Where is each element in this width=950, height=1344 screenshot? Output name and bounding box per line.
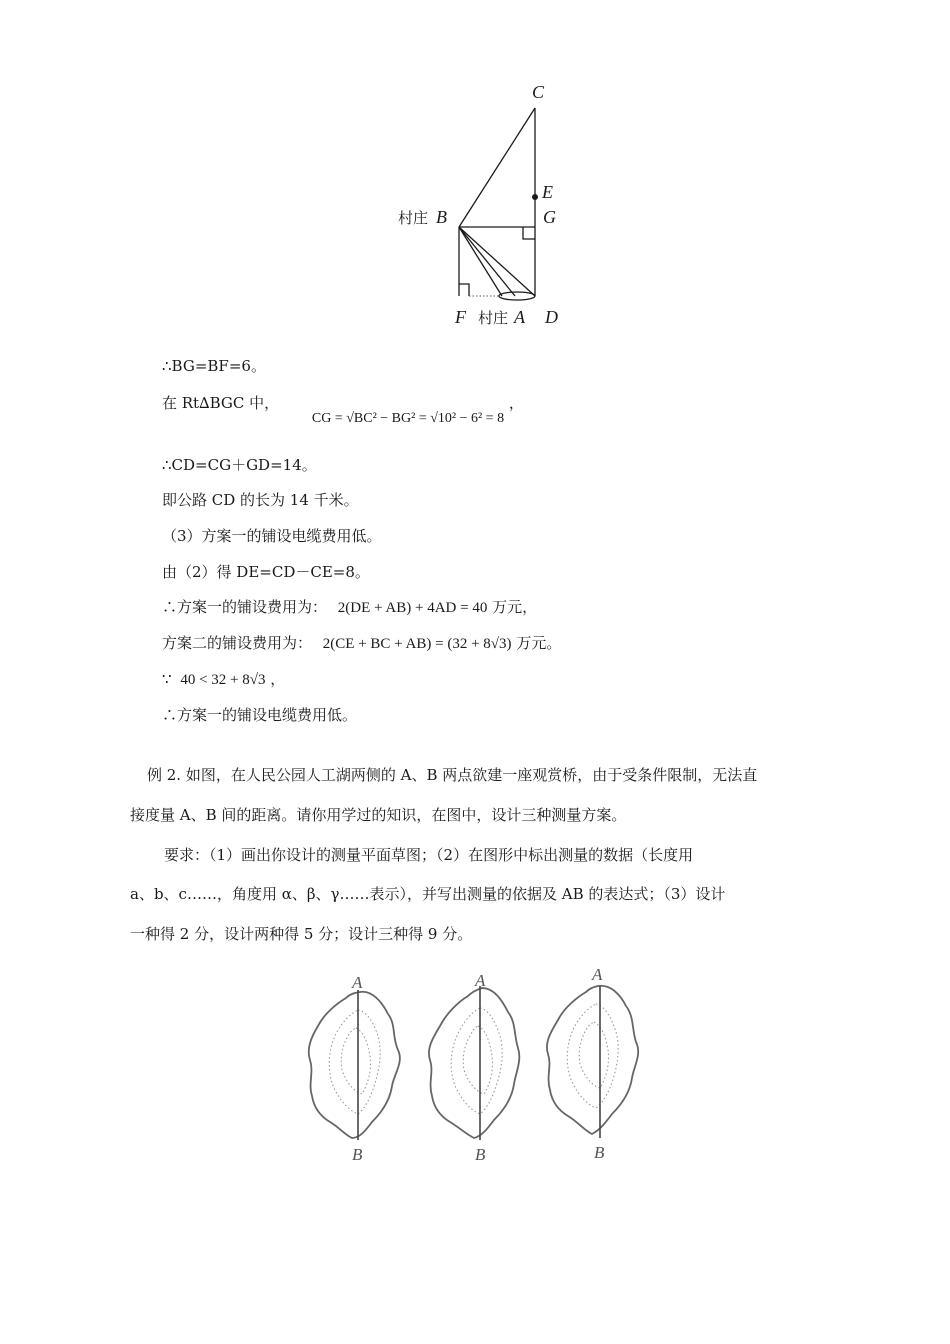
segment-ba-1: [459, 227, 515, 296]
label-b: B: [436, 207, 447, 227]
lake-ellipse-a: [499, 292, 535, 300]
lake-3-label-a: A: [592, 965, 603, 984]
right-angle-g: [523, 227, 535, 239]
segment-ba-3: [459, 227, 502, 296]
solution-line-9: [162, 669, 285, 690]
lake-3: [540, 962, 650, 1167]
geometry-diagram: [390, 75, 590, 335]
example2-p1-line2: 接度量 A、B 间的距离。请你用学过的知识，在图中，设计三种测量方案。: [130, 806, 627, 824]
solution-line-4: 即公路 CD 的长为 14 千米。: [162, 491, 359, 509]
lake-2-label-b: B: [475, 1145, 486, 1164]
line-2-prefix: 在 Rt∆BGC 中，: [162, 394, 280, 412]
line-2-suffix: ，: [508, 394, 524, 412]
example2-p1-line1: 例 2. 如图，在人民公园人工湖两侧的 A、B 两点欲建一座观赏桥，由于受条件限制，无法直: [147, 766, 758, 784]
lake-1: [300, 962, 410, 1167]
line-7-suffix: 万元，: [492, 598, 538, 616]
example2-p2-line3: 一种得 2 分，设计两种得 5 分；设计三种得 9 分。: [130, 925, 473, 943]
lake-1-label-a: A: [352, 973, 363, 992]
label-c: C: [532, 82, 545, 102]
segment-bc: [459, 108, 535, 227]
line-9-prefix: ∵: [162, 670, 172, 688]
label-village-b: 村庄: [398, 209, 429, 227]
formula-plan-one: 2(DE + AB) + 4AD = 40: [337, 600, 488, 616]
line-9-suffix: ，: [270, 670, 286, 688]
geometry-figure: [390, 75, 590, 335]
point-e: [532, 194, 538, 200]
lake-2: [420, 962, 530, 1167]
solution-line-1: ∴BG=BF=6。: [162, 357, 266, 375]
lake-3-shape: [540, 962, 650, 1167]
lake-2-label-a: A: [475, 971, 486, 990]
line-7-prefix: ∴方案一的铺设费用为：: [162, 598, 328, 616]
solution-line-5: （3）方案一的铺设电缆费用低。: [162, 527, 382, 545]
line-8-prefix: 方案二的铺设费用为：: [162, 634, 313, 652]
lake-3-label-b: B: [594, 1143, 605, 1162]
label-d: D: [545, 307, 558, 327]
example2-p2-line2: a、b、c……，角度用 α、β、γ……表示），并写出测量的依据及 AB 的表达式；（3）设计: [130, 885, 726, 903]
label-g: G: [543, 207, 556, 227]
solution-line-7: [162, 597, 537, 618]
solution-line-3: ∴CD=CG＋GD=14。: [162, 456, 317, 474]
formula-compare: 40 < 32 + 8√3: [180, 672, 266, 688]
label-f: F: [455, 307, 466, 327]
lake-2-shape: [420, 962, 530, 1167]
label-village-a: 村庄: [478, 309, 509, 327]
formula-plan-two: 2(CE + BC + AB) = (32 + 8√3): [322, 636, 512, 652]
solution-line-2: [162, 393, 524, 426]
solution-line-10: ∴方案一的铺设电缆费用低。: [162, 706, 358, 724]
right-angle-f: [459, 284, 469, 296]
line-8-suffix: 万元。: [516, 634, 562, 652]
solution-line-8: [162, 633, 561, 654]
solution-line-6: 由（2）得 DE=CD－CE=8。: [162, 563, 370, 581]
lakes-figure: [300, 962, 650, 1167]
example2-p2-line1: 要求：（1）画出你设计的测量平面草图；（2）在图形中标出测量的数据（长度用: [164, 846, 694, 864]
label-e: E: [542, 182, 553, 202]
lake-1-shape: [300, 962, 410, 1167]
label-a: A: [514, 307, 525, 327]
formula-cg: CG = √BC² − BG² = √10² − 6² = 8: [311, 411, 505, 426]
lake-1-label-b: B: [352, 1145, 363, 1164]
